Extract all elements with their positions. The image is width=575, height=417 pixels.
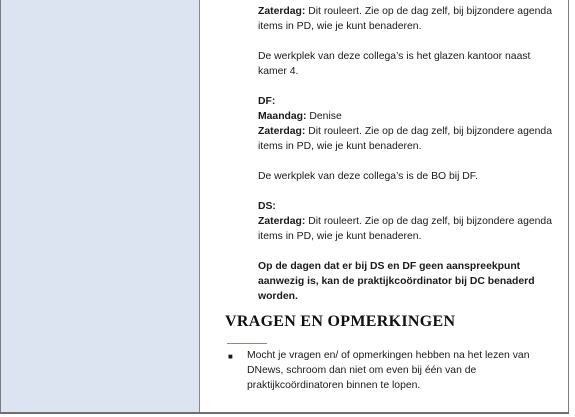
ds-saturday-line bbox=[258, 214, 558, 244]
contact-notice: Op de dagen dat er bij DS en DF geen aanspreekpunt aanwezig is, kan de praktijkcoördinator bij DC benaderd worden. bbox=[258, 261, 535, 302]
df-monday-line bbox=[258, 109, 558, 124]
df-block bbox=[258, 94, 558, 154]
df-saturday-text: Dit rouleert. Zie op de dag zelf, bij bijzondere agenda items in PD, wie je kunt benaderen. bbox=[258, 126, 552, 152]
ds-saturday-label: Zaterdag: bbox=[258, 216, 306, 227]
dc-workplace: De werkplek van deze collega’s is het glazen kantoor naast kamer 4. bbox=[258, 51, 531, 77]
ds-block bbox=[258, 199, 558, 244]
table-border-bottom bbox=[0, 412, 569, 414]
df-saturday-label: Zaterdag: bbox=[258, 126, 306, 137]
square-bullet-icon: ■ bbox=[228, 352, 233, 361]
df-monday-label: Maandag: bbox=[258, 111, 307, 122]
section-heading: VRAGEN EN OPMERKINGEN bbox=[225, 313, 456, 330]
dc-saturday-text: Dit rouleert. Zie op de dag zelf, bij bijzondere agenda items in PD, wie je kunt benaderen. bbox=[258, 6, 552, 32]
table-border-left bbox=[0, 0, 1, 413]
table-border-right bbox=[568, 0, 569, 413]
dc-saturday-paragraph bbox=[258, 4, 558, 34]
bullet-text: Mocht je vragen en/ of opmerkingen hebben na het lezen van DNews, schroom dan niet om even bij één van de praktijkcoördinatoren binnen te lopen. bbox=[247, 350, 530, 391]
df-title: DF: bbox=[258, 96, 276, 107]
df-workplace: De werkplek van deze collega’s is de BO bij DF. bbox=[258, 171, 478, 182]
ds-saturday-text: Dit rouleert. Zie op de dag zelf, bij bijzondere agenda items in PD, wie je kunt benaderen. bbox=[258, 216, 552, 242]
heading-underline bbox=[227, 343, 267, 344]
contact-content bbox=[258, 4, 558, 319]
df-saturday-line bbox=[258, 124, 558, 154]
dc-saturday-label: Zaterdag: bbox=[258, 6, 306, 17]
ds-title: DS: bbox=[258, 201, 276, 212]
sidebar-column bbox=[0, 0, 200, 412]
df-monday-text: Denise bbox=[306, 111, 342, 122]
